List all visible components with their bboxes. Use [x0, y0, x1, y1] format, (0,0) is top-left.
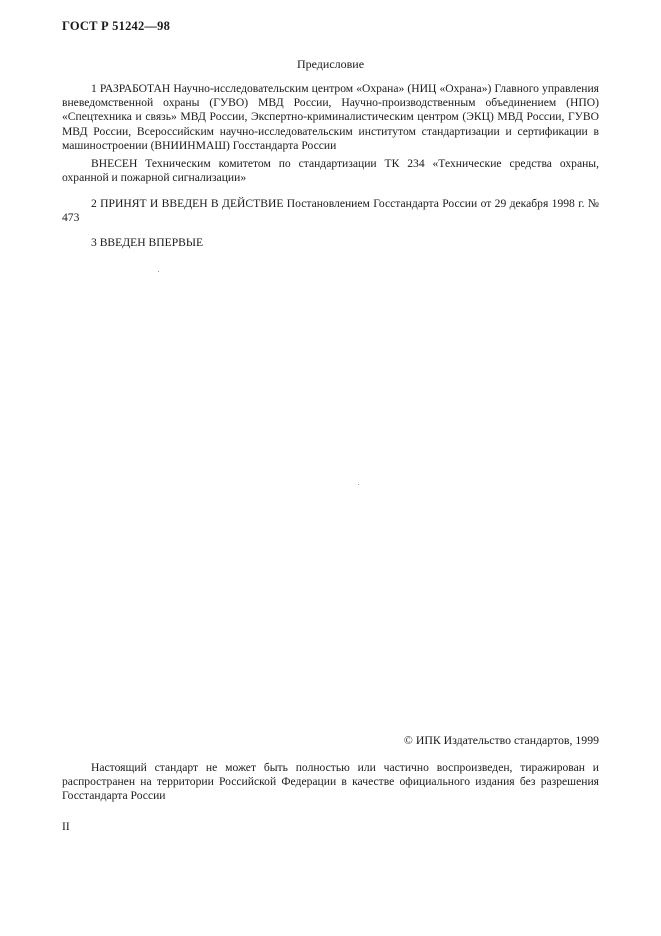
- preface-paragraph-adopted: 2 ПРИНЯТ И ВВЕДЕН В ДЕЙСТВИЕ Постановлением Госстандарта России от 29 декабря 1998 г. № 473: [62, 197, 599, 225]
- page-number: II: [62, 821, 70, 833]
- preface-paragraph-developed: 1 РАЗРАБОТАН Научно-исследовательским центром «Охрана» (НИЦ «Охрана») Главного управления вневедомственной охраны (ГУВО) МВД России, Научно-производственным объединением (НПО) «Спецтехника и связь» МВД России, Экспертно-криминалистическим центром (ЭКЦ) МВД России, ГУВО МВД России, Всероссийским научно-исследовательским институтом стандартизации и сертификации в машиностроении (ВНИИНМАШ) Госстандарта России: [62, 82, 599, 152]
- scan-speck: [158, 271, 159, 272]
- scan-speck: [358, 484, 359, 485]
- standard-code-header: ГОСТ Р 51242—98: [62, 19, 171, 33]
- copyright-line: © ИПК Издательство стандартов, 1999: [403, 733, 599, 747]
- preface-paragraph-introduced: ВНЕСЕН Техническим комитетом по стандартизации ТК 234 «Технические средства охраны, охранной и пожарной сигнализации»: [62, 157, 599, 185]
- reproduction-notice: Настоящий стандарт не может быть полностью или частично воспроизведен, тиражирован и распространен на территории Российской Федерации в качестве официального издания без разрешения Госстандарта России: [62, 761, 599, 803]
- preface-paragraph-first-time: 3 ВВЕДЕН ВПЕРВЫЕ: [91, 236, 204, 249]
- preface-title: Предисловие: [296, 57, 365, 71]
